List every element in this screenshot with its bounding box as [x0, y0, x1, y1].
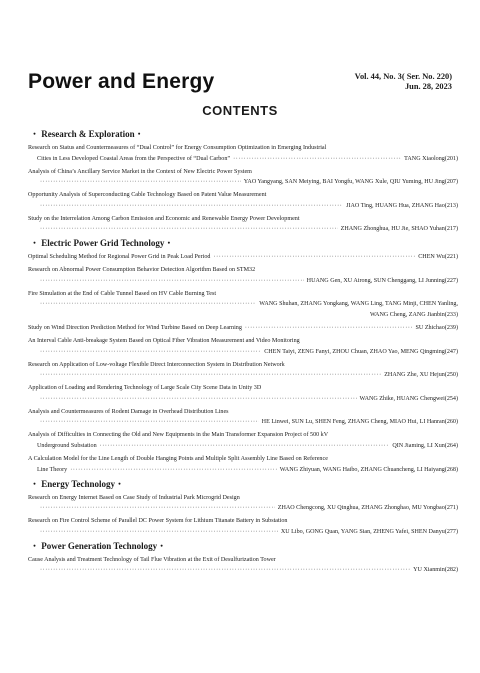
- toc-entry[interactable]: [28, 516, 458, 537]
- entry-authors-line: [28, 299, 458, 310]
- entry-title-text: Study on the Interrelation Among Carbon Emission and Economic and Renewable Energy Power Development: [28, 215, 300, 222]
- entry-title-text: Research on Status and Countermeasures of “Dual Control” for Energy Consumption Optimization in Emerging Industrial: [28, 145, 327, 151]
- entry-authors-line: [28, 370, 458, 381]
- toc-entry[interactable]: [28, 454, 458, 475]
- dot-leader: [40, 347, 261, 358]
- entry-title-line: [28, 265, 458, 276]
- toc-entry[interactable]: [28, 323, 458, 334]
- dot-leader: [40, 224, 338, 235]
- entry-title-line: [28, 323, 458, 334]
- toc-entry[interactable]: [28, 493, 458, 514]
- entry-title-text: A Calculation Model for the Line Length of Double Hanging Points and Multiple Split Assembly Line Based on Reference: [28, 455, 328, 462]
- entry-authors: ZHANG Zhonghua, HU Jie, SHAO Yuhan(217): [340, 226, 458, 233]
- toc-entry[interactable]: [28, 143, 458, 164]
- entry-authors: SU Zhichao(239): [415, 325, 458, 332]
- entry-title-line: [28, 430, 458, 441]
- entry-authors: CHEN Taiyi, ZENG Fanyi, ZHOU Chuan, ZHAO Yao, MENG Qingming(247): [264, 348, 458, 355]
- entry-title-text: Research on Application of Low-voltage Flexible Direct Interconnection System in Distribution Network: [28, 361, 285, 368]
- entry-title-text: Research on Energy Internet Based on Case Study of Industrial Park Microgrid Design: [28, 494, 240, 501]
- entry-authors-line: [28, 503, 458, 514]
- dot-leader: [213, 252, 415, 263]
- issue-date: Jun. 28, 2023: [404, 82, 452, 91]
- entry-title-line: [28, 383, 458, 394]
- entry-authors: CHEN Wu(221): [418, 254, 458, 261]
- entry-title-text: Application of Loading and Rendering Technology of Large Scale City Scene Data in Unity 3D: [28, 385, 262, 392]
- entry-title-line: [28, 190, 458, 201]
- dot-leader: [233, 154, 401, 165]
- masthead: [28, 70, 458, 100]
- entry-title-text: An Interval Cable Anti-breakage System Based on Optical Fiber Vibration Measurement and Video Monitoring: [28, 338, 300, 345]
- section-heading: ・ Power Generation Technology・: [30, 540, 167, 551]
- entry-authors: YU Xianmin(282): [413, 567, 458, 574]
- journal-title: Power and Energy: [28, 70, 215, 93]
- entry-authors-line: [28, 417, 458, 428]
- entry-title-line: [28, 465, 458, 476]
- dot-leader: [40, 370, 381, 381]
- entry-title-line: [28, 555, 458, 566]
- entry-authors: TANG Xiaolong(201): [404, 155, 458, 162]
- dot-leader: [40, 177, 241, 188]
- issue-info: [355, 72, 452, 92]
- entry-authors: HE Linwei, SUN Lu, SHEN Feng, ZHANG Cheng, MIAO Hui, LI Hanran(260): [261, 419, 458, 426]
- entry-authors-line: [28, 565, 458, 576]
- toc-entry[interactable]: [28, 407, 458, 428]
- section-heading: ・ Electric Power Grid Technology・: [30, 238, 174, 249]
- entry-title-text: Fire Simulation at the End of Cable Tunnel Based on HV Cable Burning Test: [28, 290, 217, 297]
- entry-authors-line: [28, 310, 458, 321]
- entry-title-text: Cities in Less Developed Coastal Areas from the Perspective of “Dual Carbon”: [37, 155, 231, 162]
- entry-title-line: [28, 336, 458, 347]
- toc-entry[interactable]: [28, 214, 458, 235]
- section-heading: ・ Research & Exploration・: [30, 129, 144, 139]
- issue-volume: Vol. 44, No. 3( Ser. No. 220): [354, 72, 452, 81]
- entry-title-line: [28, 154, 458, 165]
- entry-authors: WANG Cheng, ZANG Jianbin(233): [369, 312, 458, 319]
- dot-leader: [245, 323, 413, 334]
- dot-leader: [40, 503, 275, 514]
- toc-entry[interactable]: [28, 383, 458, 404]
- entry-authors: QIN Jiaming, LI Xun(264): [392, 442, 458, 449]
- entry-title-line: [28, 516, 458, 527]
- entry-title-text: Line Theory: [37, 466, 68, 473]
- entry-authors: HUANG Gen, XU Airong, SUN Chenggang, LI Junning(227): [306, 277, 458, 284]
- toc-entry[interactable]: [28, 252, 458, 263]
- dot-leader: [40, 417, 259, 428]
- entry-authors-line: [28, 177, 458, 188]
- entry-authors-line: [28, 347, 458, 358]
- entry-authors: ZHAO Chengcong, XU Qinghua, ZHANG Zhonghao, MU Yongbao(271): [277, 505, 458, 512]
- entry-authors: WANG Zhike, HUANG Chengwei(254): [359, 395, 458, 402]
- entry-title-line: [28, 454, 458, 465]
- entry-authors-line: [28, 394, 458, 405]
- entry-authors: XU Libo, GONG Quan, YANG Sian, ZHENG Yafei, SHEN Danyu(277): [280, 528, 458, 535]
- entry-authors-line: [28, 276, 458, 287]
- entry-authors-line: [28, 201, 458, 212]
- toc-entry[interactable]: [28, 289, 458, 321]
- dot-leader: [40, 394, 357, 405]
- toc-entry[interactable]: [28, 167, 458, 188]
- dot-leader: [40, 299, 256, 310]
- table-of-contents: [28, 126, 458, 578]
- entry-title-line: [28, 493, 458, 504]
- dot-leader: [70, 465, 277, 476]
- toc-entry[interactable]: [28, 265, 458, 286]
- entry-authors: WANG Shuhan, ZHANG Yongkang, WANG Ling, TANG Minji, CHEN Yanling,: [259, 301, 458, 308]
- dot-leader: [100, 441, 390, 452]
- entry-title-text: Research on Abnormal Power Consumption Behavior Detection Algorithm Based on STM32: [28, 267, 256, 274]
- entry-authors-line: [28, 527, 458, 538]
- entry-title-line: [28, 407, 458, 418]
- entry-title-text: Underground Substation: [37, 442, 97, 449]
- entry-title-text: Analysis of Difficulties in Connecting the Old and New Equipments in the Main Transformer Expansion Project of 500 kV: [28, 432, 329, 439]
- entry-title-text: Analysis and Countermeasures of Rodent Damage in Overhead Distribution Lines: [28, 408, 229, 415]
- entry-title-line: [28, 143, 458, 154]
- dot-leader: [40, 276, 304, 287]
- entry-title-text: Research on Fire Control Scheme of Parallel DC Power System for Lithium Titanate Battery in Substation: [28, 518, 288, 525]
- toc-entry[interactable]: [28, 430, 458, 451]
- entry-authors: JIAO Ting, HUANG Hua, ZHANG Hao(213): [346, 202, 458, 209]
- entry-title-text: Optimal Scheduling Method for Regional Power Grid in Peak Load Period: [28, 254, 211, 261]
- toc-entry[interactable]: [28, 190, 458, 211]
- toc-entry[interactable]: [28, 555, 458, 576]
- entry-title-text: Cause Analysis and Treatment Technology of Tail Flue Vibration at the Exit of Desulfurization Tower: [28, 556, 276, 563]
- entry-title-text: Study on Wind Direction Prediction Method for Wind Turbine Based on Deep Learning: [28, 325, 242, 332]
- entry-title-line: [28, 360, 458, 371]
- entry-authors-line: [28, 224, 458, 235]
- entry-authors: WANG Zhiyuan, WANG Haibo, ZHANG Chuancheng, LI Haiyang(268): [279, 466, 458, 473]
- dot-leader: [40, 527, 278, 538]
- contents-heading: CONTENTS: [202, 103, 278, 118]
- entry-title-line: [28, 289, 458, 300]
- entry-authors: YAO Yangyang, SAN Meiying, BAI Yongfu, WANG Xule, QIU Yuming, HU Jing(207): [243, 179, 458, 186]
- entry-title-line: [28, 252, 458, 263]
- entry-title-line: [28, 214, 458, 225]
- dot-leader: [40, 565, 410, 576]
- entry-title-text: Analysis of China’s Ancillary Service Market in the Context of New Electric Power System: [28, 168, 252, 175]
- entry-title-line: [28, 441, 458, 452]
- entry-title-text: Opportunity Analysis of Superconducting Cable Technology Based on Patent Value Measurement: [28, 192, 267, 199]
- toc-entry[interactable]: [28, 336, 458, 357]
- entry-title-line: [28, 167, 458, 178]
- entry-authors: ZHANG Zhe, XU Hejun(250): [384, 372, 458, 379]
- toc-entry[interactable]: [28, 360, 458, 381]
- dot-leader: [40, 201, 343, 212]
- section-heading: ・ Energy Technology・: [30, 478, 125, 489]
